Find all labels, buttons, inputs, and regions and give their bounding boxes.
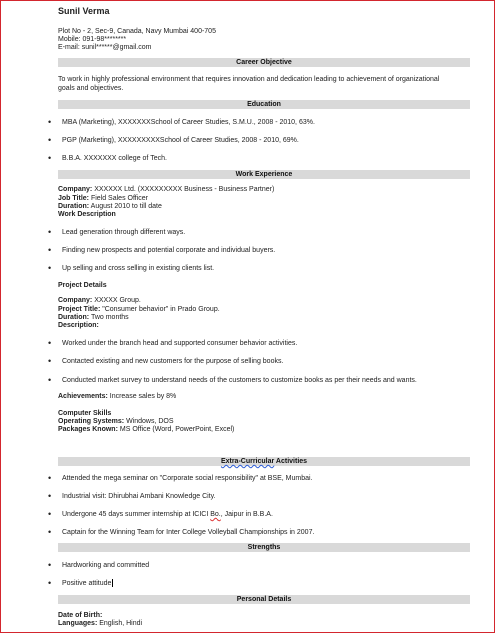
education-item: PGP (Marketing), XXXXXXXXXSchool of Career Studies, 2008 - 2010, 69%. (62, 137, 299, 144)
activity-item: Industrial visit: Dhirubhai Ambani Knowledge City. (62, 493, 216, 500)
bullet: • (48, 560, 52, 570)
packages-line (58, 425, 234, 434)
bullet: • (48, 227, 52, 237)
dob-label: Date of Birth: (58, 612, 103, 619)
section-strengths: Strengths (58, 543, 470, 552)
email: E-mail: sunil******@gmail.com (58, 44, 152, 51)
strength-item: Hardworking and committed (62, 562, 150, 569)
section-extra-curricular (58, 457, 470, 466)
company-label: Company: (58, 186, 93, 193)
strength-text: Positive attitude (62, 580, 112, 587)
education-item: B.B.A. XXXXXXX college of Tech. (62, 155, 167, 162)
bullet: • (48, 356, 52, 366)
packages-label: Packages Known: (58, 426, 118, 433)
duration-value: August 2010 to till date (90, 203, 162, 210)
duration-label: Duration: (58, 203, 90, 210)
extra-curricular-title-word: Extra-Curricular (220, 458, 275, 465)
education-item: MBA (Marketing), XXXXXXXSchool of Career Studies, S.M.U., 2008 - 2010, 63%. (62, 119, 315, 126)
section-personal-details: Personal Details (58, 595, 470, 604)
job-title-label: Job Title: (58, 195, 89, 202)
activity-text-tail: , Jaipur in B.B.A. (220, 511, 273, 518)
bullet: • (48, 245, 52, 255)
project-company-label: Company: (58, 297, 93, 304)
section-career-objective: Career Objective (58, 58, 470, 67)
project-company-line (58, 296, 141, 305)
achievements-line (58, 392, 176, 401)
packages-value: MS Office (Word, PowerPoint, Excel) (119, 426, 235, 433)
bullet: • (48, 578, 52, 588)
bullet: • (48, 263, 52, 273)
extra-curricular-title-rest: Activities (274, 458, 308, 465)
strength-item-positive (62, 579, 113, 588)
text-cursor (112, 579, 113, 587)
project-item: Conducted market survey to understand needs of the customers to customize books as per their needs and wants. (62, 377, 417, 384)
achievements-value: Increase sales by 8% (109, 393, 177, 400)
languages-label: Languages: (58, 620, 98, 627)
project-title-label: Project Title: (58, 306, 101, 313)
bullet: • (48, 527, 52, 537)
project-item: Contacted existing and new customers for the purpose of selling books. (62, 358, 284, 365)
project-company-value: XXXXX Group. (94, 297, 141, 304)
career-objective-text: To work in highly professional environment that requires innovation and dedication leading to achievement of organizational goals and objectives. (58, 76, 440, 92)
mobile: Mobile: 091-98******** (58, 36, 127, 43)
activity-item: Captain for the Winning Team for Inter College Volleyball Championships in 2007. (62, 529, 315, 536)
project-duration-label: Duration: (58, 314, 90, 321)
achievements-label: Achievements: (58, 393, 108, 400)
bullet: • (48, 135, 52, 145)
work-item: Finding new prospects and potential corporate and individual buyers. (62, 247, 276, 254)
section-education: Education (58, 100, 470, 109)
work-description-label: Work Description (58, 211, 116, 218)
bullet: • (48, 338, 52, 348)
bullet: • (48, 491, 52, 501)
activity-text: Undergone 45 days summer internship at ICICI (62, 511, 211, 518)
bullet: • (48, 509, 52, 519)
job-title-value: Field Sales Officer (90, 195, 148, 202)
project-title-value: "Consumer behavior" in Prado Group. (102, 306, 220, 313)
candidate-name: Sunil Verma (58, 6, 110, 16)
computer-skills-heading: Computer Skills (58, 410, 112, 417)
work-item: Up selling and cross selling in existing clients list. (62, 265, 215, 272)
bullet: • (48, 473, 52, 483)
work-item: Lead generation through different ways. (62, 229, 186, 236)
languages-value: English, Hindi (99, 620, 143, 627)
languages-line (58, 619, 142, 628)
address: Plot No - 2, Sec-9, Canada, Navy Mumbai 400-705 (58, 28, 216, 35)
project-details-heading: Project Details (58, 282, 107, 289)
section-work-experience: Work Experience (58, 170, 470, 179)
project-item: Worked under the branch head and supported consumer behavior activities. (62, 340, 298, 347)
company-line (58, 185, 274, 194)
bullet: • (48, 153, 52, 163)
company-value: XXXXXX Ltd. (XXXXXXXXX Business - Business Partner) (94, 186, 275, 193)
bullet: • (48, 117, 52, 127)
spellcheck-flagged-word: Bo. (210, 511, 221, 518)
os-label: Operating Systems: (58, 418, 125, 425)
activity-item: Attended the mega seminar on "Corporate social responsibility" at BSE, Mumbai. (62, 475, 313, 482)
project-duration-value: Two months (90, 314, 129, 321)
os-value: Windows, DOS (126, 418, 174, 425)
bullet: • (48, 375, 52, 385)
project-description-label: Description: (58, 322, 99, 329)
activity-item-internship (62, 510, 273, 519)
